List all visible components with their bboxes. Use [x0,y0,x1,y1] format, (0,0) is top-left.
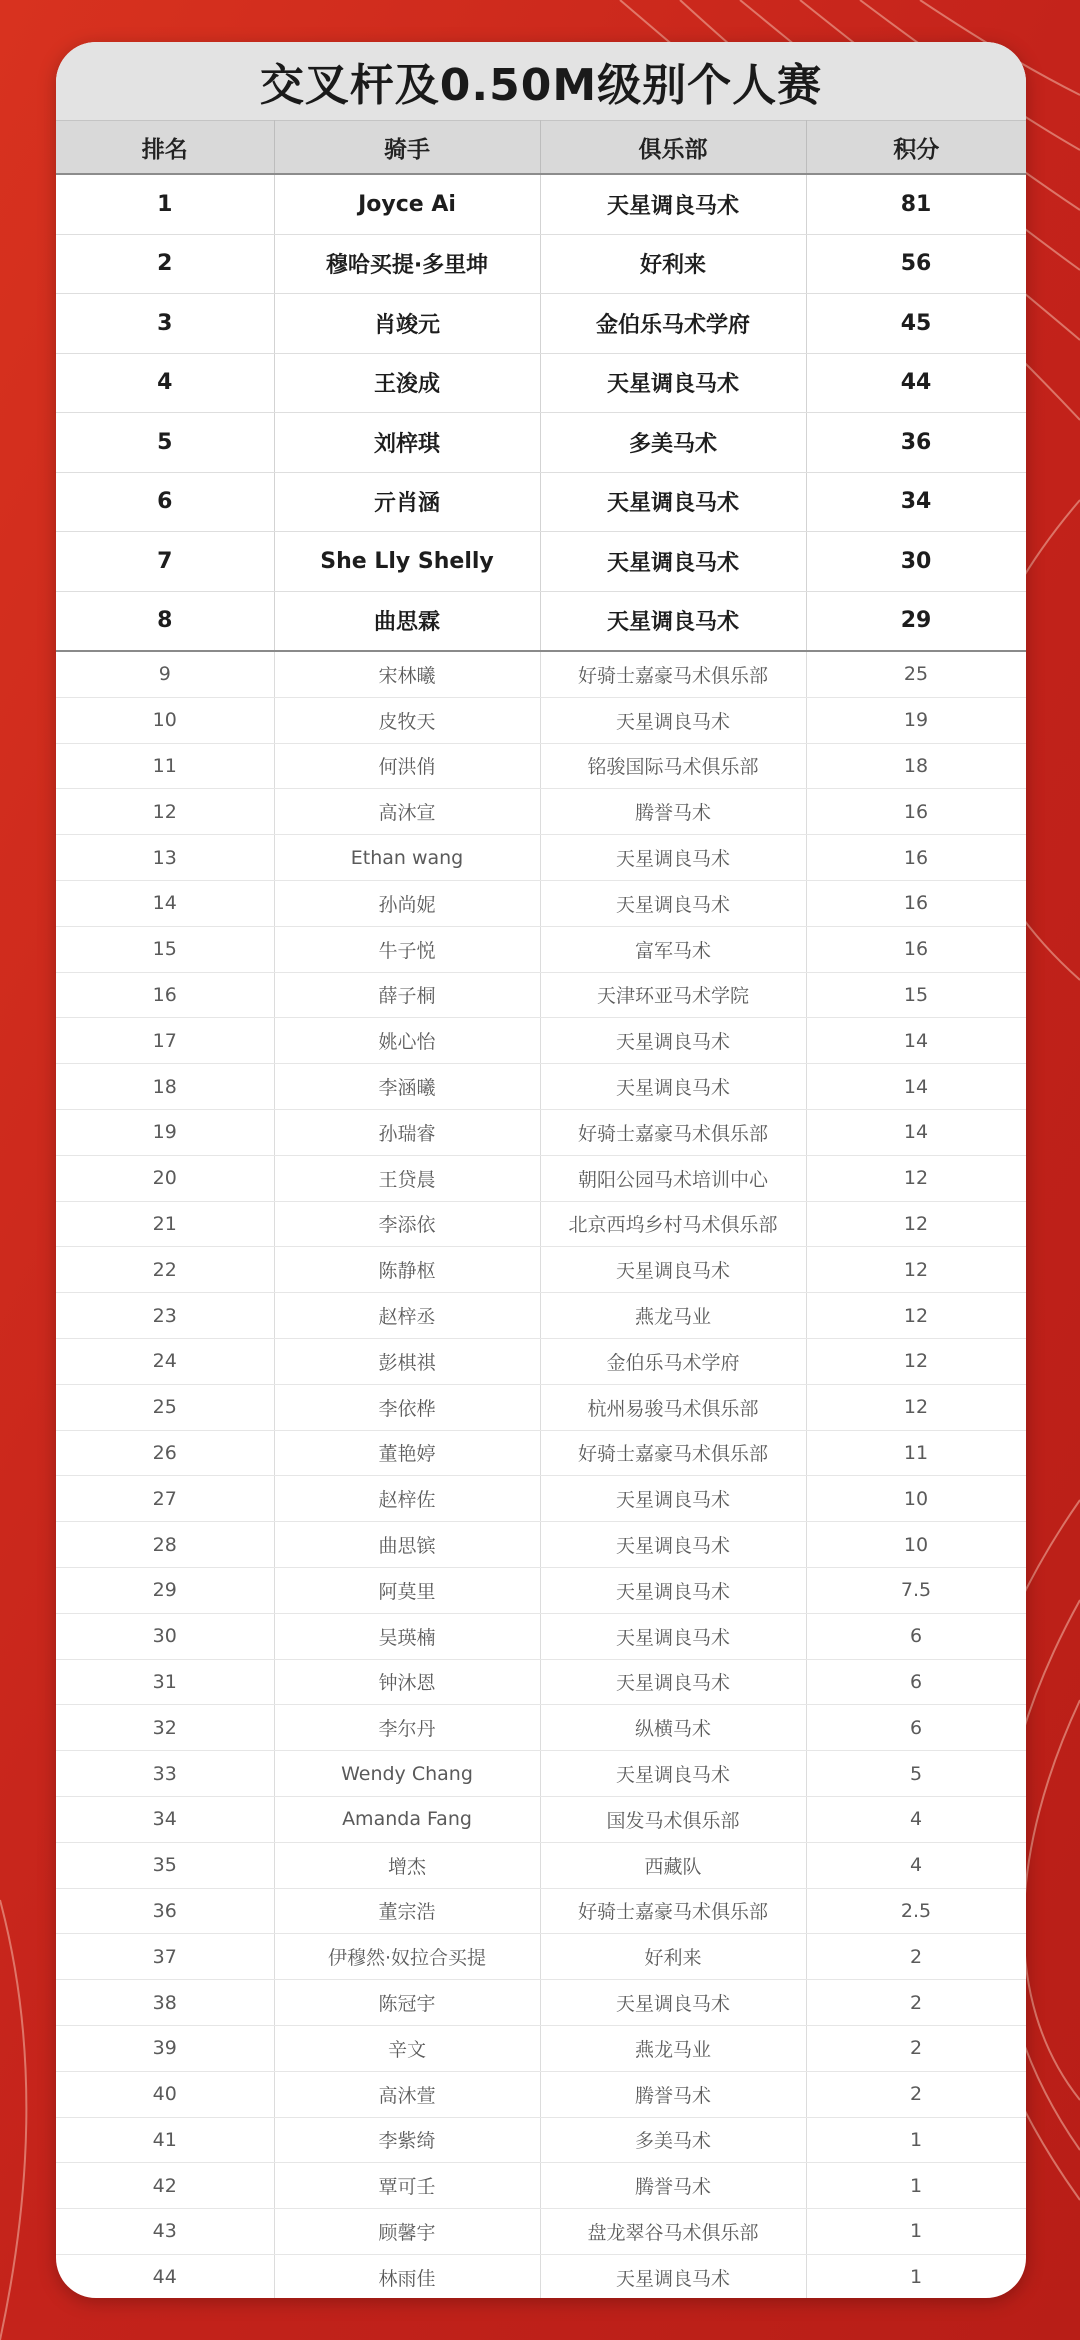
cell-score: 16 [806,880,1026,926]
cell-rank: 22 [56,1247,274,1293]
cell-score: 11 [806,1430,1026,1476]
table-row [56,880,1026,926]
cell-score: 2 [806,1934,1026,1980]
table-row [56,2254,1026,2298]
cell-rank: 29 [56,1567,274,1613]
cell-rider: 肖竣元 [274,294,540,354]
table-row [56,1430,1026,1476]
cell-rank: 16 [56,972,274,1018]
cell-club: 西藏队 [540,1842,806,1888]
cell-score: 1 [806,2163,1026,2209]
cell-rider: 伊穆然·奴拉合买提 [274,1934,540,1980]
cell-rank: 17 [56,1018,274,1064]
cell-rank: 18 [56,1064,274,1110]
cell-score: 56 [806,234,1026,294]
cell-score: 44 [806,353,1026,413]
table-row [56,1613,1026,1659]
cell-rank: 35 [56,1842,274,1888]
cell-club: 多美马术 [540,413,806,473]
cell-club: 盘龙翠谷马术俱乐部 [540,2209,806,2255]
cell-rider: 顾馨宇 [274,2209,540,2255]
cell-club: 多美马术 [540,2117,806,2163]
table-row [56,1247,1026,1293]
cell-rider: 董宗浩 [274,1888,540,1934]
table-row [56,2209,1026,2255]
cell-rank: 4 [56,353,274,413]
cell-rank: 15 [56,926,274,972]
cell-rank: 19 [56,1109,274,1155]
table-row [56,1751,1026,1797]
header-rank: 排名 [56,121,274,175]
cell-score: 25 [806,651,1026,697]
cell-club: 天星调良马术 [540,1522,806,1568]
cell-rider: 亓肖涵 [274,472,540,532]
table-row [56,234,1026,294]
cell-rank: 8 [56,591,274,651]
cell-club: 天星调良马术 [540,1064,806,1110]
table-row [56,789,1026,835]
header-club: 俱乐部 [540,121,806,175]
cell-rider: 薛子桐 [274,972,540,1018]
cell-score: 12 [806,1155,1026,1201]
cell-club: 腾誉马术 [540,789,806,835]
cell-club: 好骑士嘉豪马术俱乐部 [540,1109,806,1155]
cell-rider: 高沐萱 [274,2071,540,2117]
cell-rider: 李依桦 [274,1384,540,1430]
cell-rider: 吴瑛楠 [274,1613,540,1659]
table-row [56,1476,1026,1522]
cell-rank: 11 [56,743,274,789]
cell-rider: 孙瑞睿 [274,1109,540,1155]
page-title: 交叉杆及0.50M级别个人赛 [259,60,823,111]
cell-rider: Ethan wang [274,835,540,881]
cell-club: 天星调良马术 [540,472,806,532]
cell-club: 天星调良马术 [540,697,806,743]
cell-club: 天星调良马术 [540,1567,806,1613]
cell-club: 天星调良马术 [540,1476,806,1522]
cell-rider: 覃可壬 [274,2163,540,2209]
cell-score: 16 [806,926,1026,972]
cell-rank: 3 [56,294,274,354]
cell-rank: 24 [56,1338,274,1384]
cell-club: 国发马术俱乐部 [540,1796,806,1842]
cell-club: 杭州易骏马术俱乐部 [540,1384,806,1430]
cell-score: 12 [806,1293,1026,1339]
cell-rider: 赵梓佐 [274,1476,540,1522]
table-row [56,591,1026,651]
cell-score: 19 [806,697,1026,743]
cell-rider: 增杰 [274,1842,540,1888]
cell-rank: 30 [56,1613,274,1659]
cell-score: 14 [806,1018,1026,1064]
table-row [56,2071,1026,2117]
cell-rider: 彭棋祺 [274,1338,540,1384]
cell-club: 天星调良马术 [540,1018,806,1064]
cell-club: 天星调良马术 [540,880,806,926]
cell-rank: 31 [56,1659,274,1705]
cell-score: 36 [806,413,1026,473]
cell-club: 天星调良马术 [540,591,806,651]
cell-rider: 孙尚妮 [274,880,540,926]
cell-rank: 2 [56,234,274,294]
cell-club: 天星调良马术 [540,2254,806,2298]
cell-score: 1 [806,2254,1026,2298]
cell-rank: 42 [56,2163,274,2209]
cell-rider: Wendy Chang [274,1751,540,1797]
table-row [56,1888,1026,1934]
cell-rank: 14 [56,880,274,926]
cell-club: 铭骏国际马术俱乐部 [540,743,806,789]
cell-rider: 李紫绮 [274,2117,540,2163]
cell-club: 金伯乐马术学府 [540,1338,806,1384]
cell-rider: 穆哈买提·多里坤 [274,234,540,294]
cell-score: 7.5 [806,1567,1026,1613]
table-row [56,651,1026,697]
cell-rank: 34 [56,1796,274,1842]
cell-score: 5 [806,1751,1026,1797]
cell-club: 天星调良马术 [540,1980,806,2026]
cell-score: 10 [806,1522,1026,1568]
table-row [56,1338,1026,1384]
cell-rank: 27 [56,1476,274,1522]
table-row [56,926,1026,972]
cell-score: 4 [806,1842,1026,1888]
table-row [56,743,1026,789]
cell-rider: Joyce Ai [274,174,540,234]
table-row [56,2025,1026,2071]
cell-rider: 曲思霖 [274,591,540,651]
cell-club: 腾誉马术 [540,2163,806,2209]
cell-rider: 姚心怡 [274,1018,540,1064]
cell-rider: 刘梓琪 [274,413,540,473]
cell-score: 2 [806,1980,1026,2026]
cell-score: 81 [806,174,1026,234]
cell-rider: 钟沐恩 [274,1659,540,1705]
cell-rider: 辛文 [274,2025,540,2071]
cell-club: 燕龙马业 [540,2025,806,2071]
cell-rank: 32 [56,1705,274,1751]
table-row [56,294,1026,354]
table-row [56,835,1026,881]
table-row [56,413,1026,473]
table-body [56,174,1026,2298]
cell-score: 14 [806,1109,1026,1155]
cell-score: 1 [806,2209,1026,2255]
cell-rank: 38 [56,1980,274,2026]
cell-club: 天星调良马术 [540,174,806,234]
cell-rider: 何洪俏 [274,743,540,789]
table-row [56,1796,1026,1842]
cell-club: 好骑士嘉豪马术俱乐部 [540,651,806,697]
cell-rider: She Lly Shelly [274,532,540,592]
table-row [56,472,1026,532]
cell-rank: 23 [56,1293,274,1339]
cell-score: 12 [806,1247,1026,1293]
cell-rider: 宋林曦 [274,651,540,697]
cell-rider: 皮牧天 [274,697,540,743]
cell-rider: 李添依 [274,1201,540,1247]
cell-rank: 43 [56,2209,274,2255]
table-row [56,2163,1026,2209]
table-row [56,1705,1026,1751]
cell-score: 29 [806,591,1026,651]
cell-rank: 36 [56,1888,274,1934]
cell-score: 2 [806,2071,1026,2117]
cell-rank: 9 [56,651,274,697]
table-header-row [56,121,1026,175]
cell-club: 北京西坞乡村马术俱乐部 [540,1201,806,1247]
cell-rider: 陈静枢 [274,1247,540,1293]
cell-club: 天星调良马术 [540,835,806,881]
cell-rider: 阿莫里 [274,1567,540,1613]
table-row [56,174,1026,234]
ranking-table [56,120,1026,2298]
cell-rank: 10 [56,697,274,743]
title-bar [56,42,1026,120]
cell-rank: 20 [56,1155,274,1201]
cell-rider: Amanda Fang [274,1796,540,1842]
cell-rank: 1 [56,174,274,234]
cell-score: 6 [806,1613,1026,1659]
header-rider: 骑手 [274,121,540,175]
cell-rider: 董艳婷 [274,1430,540,1476]
cell-score: 30 [806,532,1026,592]
cell-club: 天星调良马术 [540,353,806,413]
table-row [56,1018,1026,1064]
cell-rider: 李尔丹 [274,1705,540,1751]
cell-club: 天津环亚马术学院 [540,972,806,1018]
cell-club: 天星调良马术 [540,1247,806,1293]
cell-club: 天星调良马术 [540,532,806,592]
cell-club: 好骑士嘉豪马术俱乐部 [540,1888,806,1934]
cell-rank: 5 [56,413,274,473]
cell-score: 6 [806,1705,1026,1751]
cell-score: 1 [806,2117,1026,2163]
cell-score: 12 [806,1338,1026,1384]
cell-rank: 44 [56,2254,274,2298]
cell-score: 15 [806,972,1026,1018]
cell-club: 好骑士嘉豪马术俱乐部 [540,1430,806,1476]
cell-rank: 6 [56,472,274,532]
table-row [56,1980,1026,2026]
cell-rank: 12 [56,789,274,835]
cell-rider: 牛子悦 [274,926,540,972]
cell-rank: 40 [56,2071,274,2117]
cell-score: 45 [806,294,1026,354]
cell-score: 4 [806,1796,1026,1842]
cell-club: 纵横马术 [540,1705,806,1751]
table-row [56,1201,1026,1247]
cell-score: 14 [806,1064,1026,1110]
table-row [56,1109,1026,1155]
cell-rider: 王贷晨 [274,1155,540,1201]
cell-club: 天星调良马术 [540,1751,806,1797]
cell-score: 12 [806,1384,1026,1430]
cell-rank: 39 [56,2025,274,2071]
cell-rank: 25 [56,1384,274,1430]
cell-club: 天星调良马术 [540,1613,806,1659]
table-row [56,353,1026,413]
cell-rider: 赵梓丞 [274,1293,540,1339]
ranking-card [56,42,1026,2298]
cell-score: 18 [806,743,1026,789]
cell-score: 16 [806,789,1026,835]
cell-club: 好利来 [540,1934,806,1980]
table-row [56,1064,1026,1110]
cell-rank: 26 [56,1430,274,1476]
cell-rider: 王浚成 [274,353,540,413]
table-row [56,1659,1026,1705]
table-row [56,1293,1026,1339]
cell-rider: 林雨佳 [274,2254,540,2298]
table-row [56,1522,1026,1568]
table-row [56,2117,1026,2163]
table-row [56,532,1026,592]
cell-rank: 28 [56,1522,274,1568]
table-row [56,1567,1026,1613]
table-row [56,1934,1026,1980]
cell-rank: 13 [56,835,274,881]
cell-club: 燕龙马业 [540,1293,806,1339]
cell-rank: 7 [56,532,274,592]
cell-rider: 陈冠宇 [274,1980,540,2026]
cell-rider: 李涵曦 [274,1064,540,1110]
cell-rank: 33 [56,1751,274,1797]
cell-club: 朝阳公园马术培训中心 [540,1155,806,1201]
cell-score: 2.5 [806,1888,1026,1934]
cell-score: 10 [806,1476,1026,1522]
cell-club: 富军马术 [540,926,806,972]
cell-score: 34 [806,472,1026,532]
cell-club: 好利来 [540,234,806,294]
header-score: 积分 [806,121,1026,175]
table-row [56,697,1026,743]
table-row [56,972,1026,1018]
cell-score: 12 [806,1201,1026,1247]
cell-club: 金伯乐马术学府 [540,294,806,354]
cell-club: 天星调良马术 [540,1659,806,1705]
table-row [56,1842,1026,1888]
cell-score: 16 [806,835,1026,881]
cell-score: 2 [806,2025,1026,2071]
table-row [56,1384,1026,1430]
table-row [56,1155,1026,1201]
cell-rider: 曲思镔 [274,1522,540,1568]
cell-rank: 37 [56,1934,274,1980]
cell-club: 腾誉马术 [540,2071,806,2117]
cell-rider: 高沐宣 [274,789,540,835]
cell-rank: 21 [56,1201,274,1247]
cell-rank: 41 [56,2117,274,2163]
cell-score: 6 [806,1659,1026,1705]
